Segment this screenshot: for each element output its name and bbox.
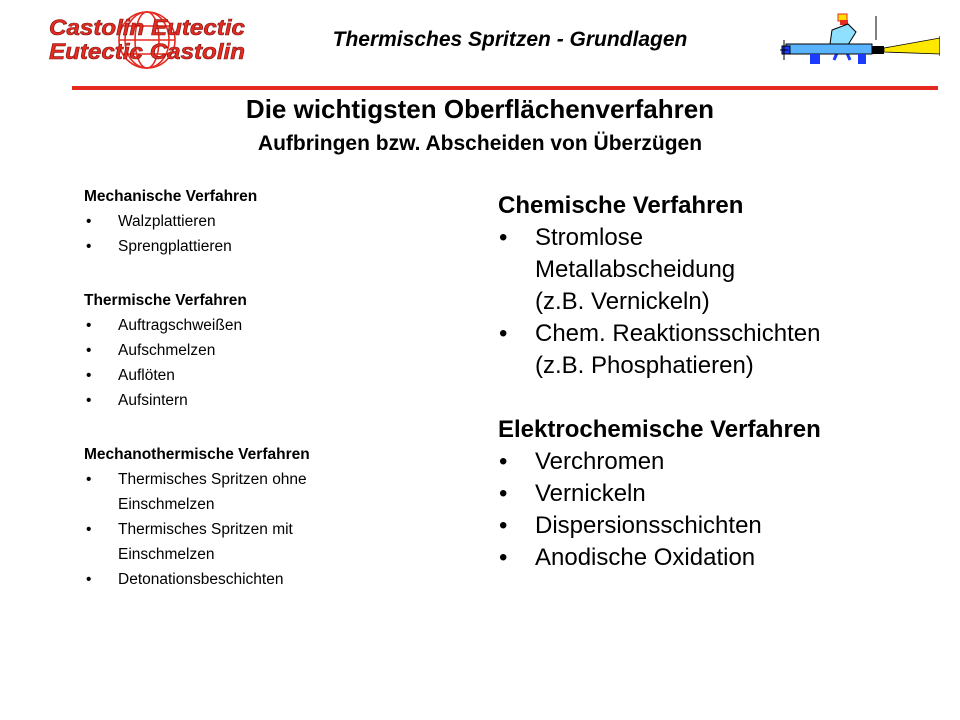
list-item [498, 542, 938, 574]
list-item [498, 222, 938, 318]
list-item [498, 510, 938, 542]
slide-title: Die wichtigsten Oberflächenverfahren [245, 94, 715, 124]
list-item-label: Sprengplattieren [118, 238, 232, 255]
list-item-label-continued: Metallabscheidung [535, 256, 736, 283]
list-item-label: Chem. Reaktionsschichten [535, 320, 821, 347]
logo-line-2: Eutectic Castolin [49, 39, 245, 64]
slide-subtitle: Aufbringen bzw. Abscheiden von Überzügen [257, 132, 703, 155]
list-item-label: Stromlose [535, 224, 644, 251]
list-item [84, 338, 424, 363]
spray-gun-icon [780, 10, 940, 72]
heading-elektrochemische-verfahren: Elektrochemische Verfahren [498, 416, 821, 443]
list-item [498, 446, 938, 478]
bullet: • [86, 521, 92, 538]
bullet: • [86, 213, 92, 230]
list-item [84, 517, 424, 567]
header-title: Thermisches Spritzen - Grundlagen [332, 28, 688, 51]
list-item [498, 478, 938, 510]
bullet: • [86, 342, 92, 359]
company-logo [44, 10, 250, 70]
list-item [84, 567, 424, 592]
list-item [84, 234, 424, 259]
bullet: • [499, 320, 508, 347]
list-item-label: Aufschmelzen [118, 342, 216, 359]
list-item-label-continued: (z.B. Phosphatieren) [535, 352, 754, 379]
header-rule [72, 86, 938, 90]
bullet: • [499, 480, 508, 507]
list-item [84, 467, 424, 517]
bullet: • [86, 392, 92, 409]
list-item [84, 388, 424, 413]
list-item-label: Verchromen [535, 448, 665, 475]
bullet: • [499, 544, 508, 571]
bullet: • [86, 367, 92, 384]
bullet: • [499, 224, 508, 251]
list-item-label: Vernickeln [535, 480, 646, 507]
right-column [498, 190, 938, 574]
heading-mechanothermische-verfahren: Mechanothermische Verfahren [84, 446, 310, 463]
list-item [498, 318, 938, 382]
list-item [84, 363, 424, 388]
list-item [84, 209, 424, 234]
bullet: • [86, 317, 92, 334]
list-item-label: Anodische Oxidation [535, 544, 756, 571]
heading-chemische-verfahren: Chemische Verfahren [498, 192, 744, 219]
list-item-label-continued: Einschmelzen [118, 496, 215, 513]
bullet: • [86, 571, 92, 588]
bullet: • [86, 471, 92, 488]
list-item-label: Detonationsbeschichten [118, 571, 284, 588]
bullet: • [499, 512, 508, 539]
heading-thermische-verfahren: Thermische Verfahren [84, 292, 247, 309]
list-item-label: Thermisches Spritzen ohne [118, 471, 307, 488]
list-item [84, 313, 424, 338]
list-item-label: Walzplattieren [118, 213, 216, 230]
bullet: • [86, 238, 92, 255]
heading-mechanische-verfahren: Mechanische Verfahren [84, 188, 258, 205]
bullet: • [499, 448, 508, 475]
list-item-label-continued: Einschmelzen [118, 546, 215, 563]
list-item-label: Aufsintern [118, 392, 188, 409]
list-item-label: Auflöten [118, 367, 175, 384]
list-item-label: Thermisches Spritzen mit [118, 521, 293, 538]
list-item-label-continued: (z.B. Vernickeln) [535, 288, 710, 315]
logo-line-1: Castolin Eutectic [49, 15, 245, 40]
list-item-label: Dispersionsschichten [535, 512, 762, 539]
left-column [84, 184, 424, 592]
list-item-label: Auftragschweißen [118, 317, 243, 334]
